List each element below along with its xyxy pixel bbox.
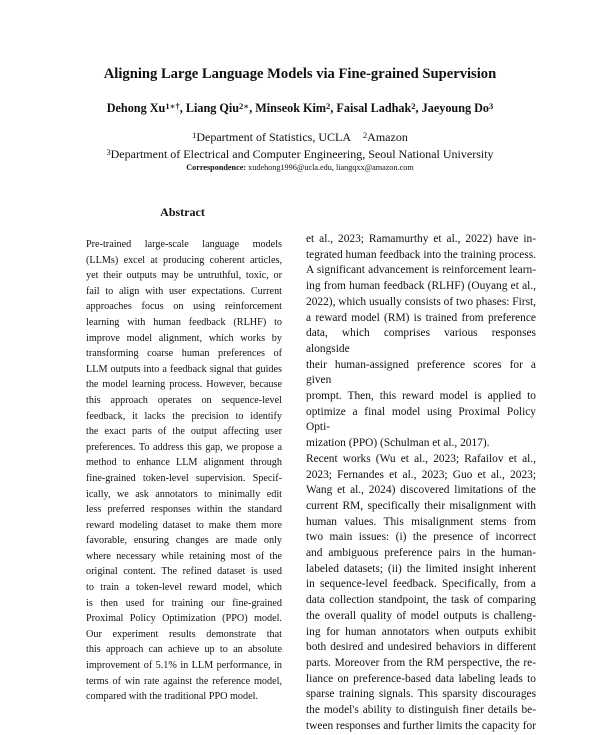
text-line: A significant advancement is reinforcement learn- <box>306 264 536 277</box>
author-affil-mark: 3 <box>489 101 494 112</box>
text-line: mization (PPO) (Schulman et al., 2017). <box>306 437 490 450</box>
correspondence <box>0 163 600 172</box>
introduction-body <box>306 232 536 735</box>
text-line: ing for human annotators when outputs exhibit <box>306 625 536 638</box>
text-line: feedback, it lacks the precision to identify <box>86 410 282 422</box>
text-line: this approach operates on sequence-level <box>86 394 282 406</box>
text-line: LLM outputs into a feedback signal that guides <box>86 363 282 375</box>
text-line: the exact parts of the output affecting user <box>86 426 282 438</box>
text-line: Wang et al., 2024) discovered limitations of the <box>306 484 536 497</box>
text-line: to train a token-level reward model, which <box>86 582 282 594</box>
affiliation-line <box>0 147 600 162</box>
text-line: optimize a final model using Proximal Policy Opti- <box>306 405 536 434</box>
text-line: their human-assigned preference scores for a given <box>306 358 536 387</box>
text-line: labeled datasets; (ii) the limited insight inherent <box>306 562 536 575</box>
text-line: 2022), which usually consists of two phases: First, <box>306 295 537 308</box>
affiliation-amazon: Amazon <box>367 130 408 144</box>
text-line: Recent works (Wu et al., 2023; Rafailov et al., <box>306 452 536 465</box>
text-line: data, which comprises various responses alongside <box>306 327 536 355</box>
author-name: Liang Qiu <box>185 101 240 115</box>
author-name: Dehong Xu <box>106 101 166 115</box>
text-line: Pre-trained large-scale language models <box>86 239 282 250</box>
text-line: favorable, ensuring changes are made only <box>86 535 282 547</box>
text-line: where necessary while retaining most of the <box>86 550 282 562</box>
text-line: improve model alignment, which works by <box>86 332 282 344</box>
text-line: parts. Moreover from the RM perspective, the re- <box>306 656 536 669</box>
text-line: improvement of 5.1% in LLM performance, in <box>86 660 282 672</box>
text-line: terms of win rate against the reference model, <box>86 675 282 687</box>
text-line: yet their outputs may be untruthful, toxic, or <box>86 270 282 282</box>
text-line: sparse training signals. This sparsity discourages <box>306 688 536 701</box>
text-line: (LLMs) excel at producing coherent articles, <box>86 254 282 266</box>
text-line: compared with the traditional PPO model. <box>86 691 259 703</box>
author-name: Jaeyoung Do <box>421 101 490 115</box>
affiliation-ucla: Department of Statistics, UCLA <box>196 130 351 144</box>
text-line: the model learning process. However, because <box>86 379 282 391</box>
text-line: approaches focus on using reinforcement <box>86 301 282 313</box>
author-affil-mark: 2 <box>326 101 331 112</box>
affil-mark: 3 <box>106 148 111 158</box>
text-line: this approach can achieve up to an absolute <box>86 644 282 656</box>
affil-mark: 2 <box>362 131 368 141</box>
author-affil-mark: 2 <box>411 101 416 112</box>
text-line: 2023; Fernandes et al., 2023; Guo et al., 2023; <box>306 468 536 481</box>
author-list: Dehong $Xu^{1∗\dagger}$, Liang Qiu$^{2∗}$, Minseok Kim$^2$, Faisal Ladhak$^2$, Jaeyoung Do$^3$ <box>106 101 494 115</box>
text-line: both desired and undesired behaviors in different <box>306 641 536 654</box>
correspondence-label: Correspondence: <box>186 163 247 172</box>
text-line: reward modeling dataset to make them more <box>86 519 282 531</box>
text-line: tween responses and further limits the capacity for <box>306 719 536 732</box>
text-line: and ambiguous preference pairs in the human- <box>306 547 536 560</box>
text-line: ing from human feedback (RLHF) (Ouyang et al., <box>306 280 536 293</box>
abstract-heading: Abstract <box>160 205 205 219</box>
text-line: data collection standpoint, the task of comparing <box>306 594 536 607</box>
text-line: fail to align with user expectations. Current <box>86 285 282 297</box>
text-line: Proximal Policy Optimization (PPO) model. <box>86 613 282 625</box>
text-line: a reward model (RM) is trained from preference <box>306 311 536 324</box>
paper-title: Aligning Large Language Models via Fine-grained Supervision <box>103 66 497 82</box>
text-line: current RM, specifically their misalignment with <box>306 499 536 512</box>
text-line: the overall quality of model outputs is challeng- <box>306 609 536 622</box>
author-affil-mark: 1∗† <box>165 101 180 112</box>
text-line: learning with human feedback (RLHF) to <box>86 316 282 328</box>
text-line: method to enhance LLM alignment through <box>86 457 282 469</box>
text-line: human values. This misalignment stems from <box>306 515 536 528</box>
text-line: prompt. Then, this reward model is applied to <box>306 390 536 403</box>
text-line: fine-grained token-level supervision. Specif- <box>86 472 282 484</box>
text-line: tegrated human feedback into the training process. <box>306 248 536 261</box>
text-line: less preferred responses within the standard <box>86 504 282 516</box>
text-line: in sequence-level feedback. Specifically, from a <box>306 578 536 591</box>
text-line: transforming coarse human preferences of <box>86 348 282 360</box>
text-line: liance on preference-based data labeling leads to <box>306 672 536 685</box>
correspondence-emails: xudehong1996@ucla.edu, liangqxx@amazon.com <box>248 163 414 172</box>
author-name: Minseok Kim <box>255 101 327 115</box>
text-line: original content. The refined dataset is used <box>86 566 282 578</box>
text-line: Our experiment results demonstrate that <box>86 628 282 640</box>
text-line: is then used for training our fine-grained <box>86 597 282 609</box>
affiliation-snu: Department of Electrical and Computer Engineering, Seoul National University <box>110 147 494 161</box>
text-line: et al., 2023; Ramamurthy et al., 2022) have in- <box>306 233 536 245</box>
author-affil-mark: 2∗ <box>239 101 250 112</box>
text-line: the model's ability to distinguish finer details be- <box>306 704 536 717</box>
author-name: Faisal Ladhak <box>336 101 412 115</box>
text-line: ically, we ask annotators to minimally edit <box>86 488 282 500</box>
affiliation-line <box>0 130 600 145</box>
text-line: preferences. To address this gap, we propose a <box>86 441 282 453</box>
abstract-body <box>86 237 282 705</box>
text-line: two main issues: (i) the presence of incorrect <box>306 531 536 544</box>
affil-mark: 1 <box>192 131 197 141</box>
